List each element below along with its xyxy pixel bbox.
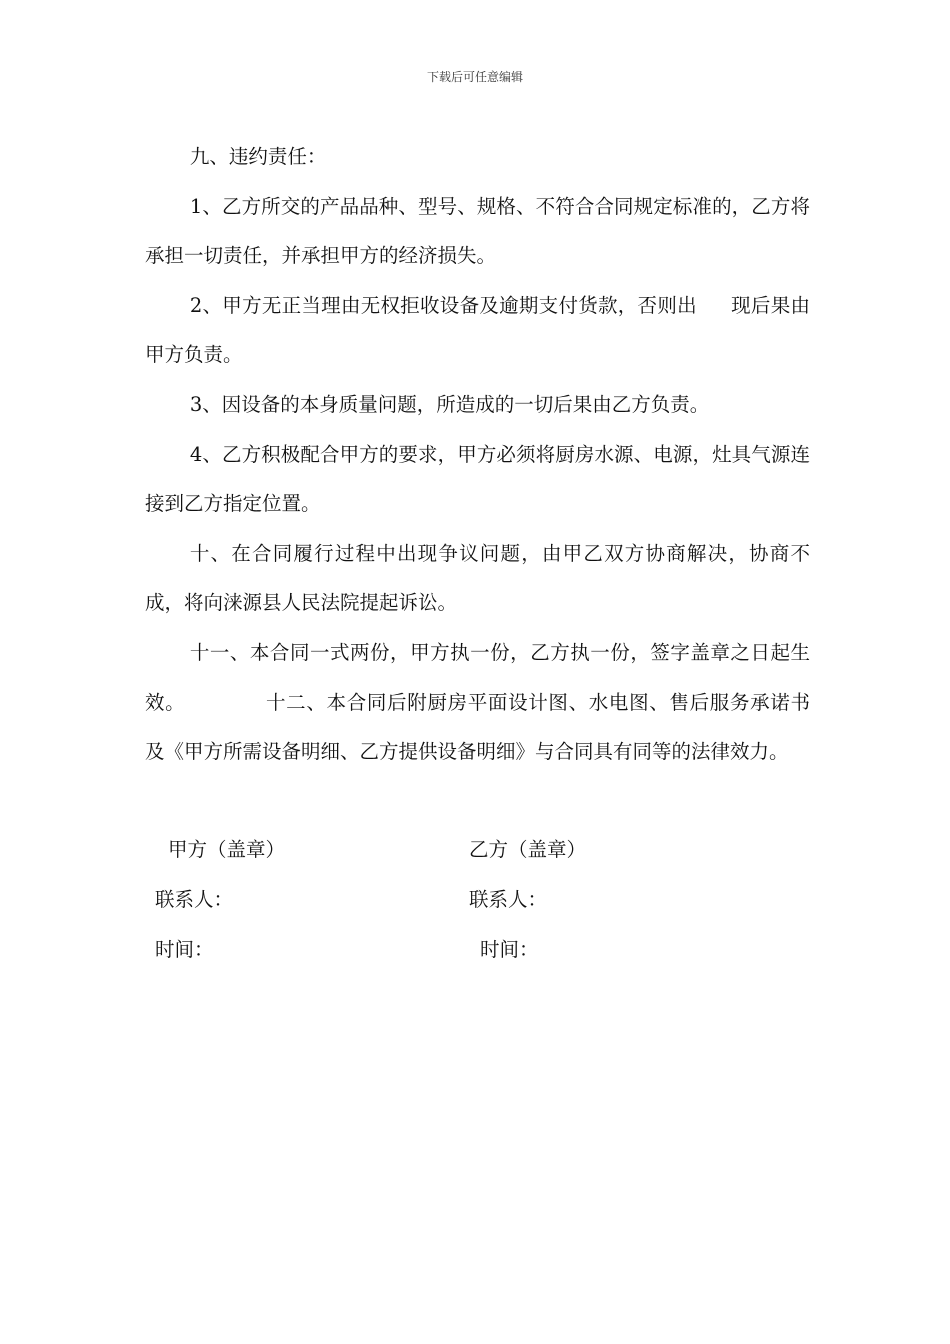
- party-a-contact: 联系人：: [155, 888, 234, 911]
- clause-nine-title: 九、违约责任：: [189, 145, 327, 168]
- contract-body: [145, 132, 810, 777]
- clause-eleven-twelve: [145, 628, 810, 777]
- clause-twelve: 十二、本合同后附厨房平面设计图、水电图、售后服务承诺书及《甲方所需设备明细、乙方提供设备明细》与合同具有同等的法律效力。: [145, 690, 810, 764]
- party-a-time: 时间：: [155, 938, 214, 961]
- party-b-contact: 联系人：: [469, 888, 548, 911]
- clause-nine-2-part-b: 现后果由甲方负责。: [145, 293, 810, 367]
- clause-nine-2-part-a: 2、甲方无正当理由无权拒收设备及逾期支付货款，否则出: [189, 293, 697, 317]
- clause-nine-1: 1、乙方所交的产品品种、型号、规格、不符合合同规定标准的，乙方将承担一切责任，并承担甲方的经济损失。: [145, 194, 810, 268]
- clause-nine-4: 4、乙方积极配合甲方的要求，甲方必须将厨房水源、电源，灶具气源连接到乙方指定位置。: [145, 442, 810, 516]
- clause-nine-3: 3、因设备的本身质量问题，所造成的一切后果由乙方负责。: [189, 392, 710, 416]
- header-note: 下载后可任意编辑: [426, 70, 523, 84]
- clause-eleven: 十一、本合同一式两份，甲方执一份，乙方执一份，签字盖章之日起生效。: [145, 640, 810, 714]
- party-b-time: 时间：: [480, 938, 539, 961]
- party-b-seal: 乙方（盖章）: [469, 838, 587, 861]
- clause-ten: 十、在合同履行过程中出现争议问题，由甲乙双方协商解决，协商不成，将向涞源县人民法院提起诉讼。: [145, 541, 810, 615]
- party-a-seal: 甲方（盖章）: [168, 838, 286, 861]
- clause-nine-2: [145, 281, 810, 380]
